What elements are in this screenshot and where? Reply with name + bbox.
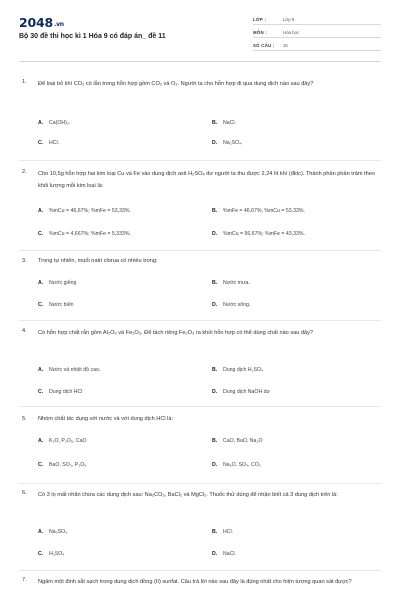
meta-label: LỚP :: [253, 17, 267, 22]
option-c[interactable]: C. %mCu = 4,667%; %mFe = 5,333%.: [38, 231, 131, 237]
meta-row-mon: [253, 27, 381, 38]
question-text: Để loại bỏ khí CO₂ có lẫn trong hỗn hợp gồm CO₂ và O₂. Người ta cho hỗn hợp đi qua dung dịch nào sau đây?: [38, 81, 314, 87]
question-separator: [19, 570, 381, 571]
question-number: 6.: [22, 490, 27, 496]
question-separator: [19, 406, 381, 407]
site-logo[interactable]: 2048.vn: [19, 15, 64, 30]
header-divider: [19, 61, 381, 62]
option-b[interactable]: B. CaO, BaO, Na₂O: [212, 438, 263, 444]
question-separator: [19, 250, 381, 251]
page-header: [0, 0, 400, 62]
option-a[interactable]: A. Na₂SO₄: [38, 529, 68, 535]
option-b[interactable]: B. Nước mưa.: [212, 280, 250, 286]
option-d[interactable]: D. Nước sông.: [212, 302, 251, 308]
option-c[interactable]: C. Nước biển: [38, 302, 74, 308]
option-a[interactable]: A. Nước và nhiệt độ cao.: [38, 367, 101, 373]
option-d[interactable]: D. Dung dịch NaOH dư: [212, 389, 271, 395]
question-separator: [19, 160, 381, 161]
meta-row-socau: [253, 40, 381, 51]
meta-value: 16: [283, 43, 288, 48]
question-text: Có 3 lọ mất nhãn chứa các dung dịch sau: Na₂CO₃, BaCl₂ và MgCl₂. Thuốc thử dùng để nhận biết cả 3 dung dịch trên là:: [38, 492, 338, 498]
question-number: 5.: [22, 416, 27, 422]
option-c[interactable]: C. H₂SO₄: [38, 551, 65, 557]
document-title: Bộ 30 đề thi học kì 1 Hóa 9 có đáp án_ đề 11: [19, 33, 166, 40]
option-d[interactable]: D. Na₂O, SO₃, CO₂: [212, 462, 261, 468]
option-d[interactable]: D. %mCu = 56,67%; %mFe = 43,33%.: [212, 231, 305, 237]
meta-label: MÔN :: [253, 30, 268, 35]
option-b[interactable]: B. %mFe = 46,67%; %mCu = 53,33%.: [212, 208, 305, 214]
question-number: 4.: [22, 328, 27, 334]
question-number: 1.: [22, 79, 27, 85]
option-b[interactable]: B. NaCl.: [212, 120, 236, 126]
question-text: Ngâm một đinh sắt sạch trong dung dịch đồng (II) sunfat. Câu trả lời nào sau đây là đúng nhất cho hiện tượng quan sát được?: [38, 579, 352, 585]
option-c[interactable]: C. BaO, SO₃, P₂O₅: [38, 462, 87, 468]
option-a[interactable]: A. K₂O, P₂O₅, CaO: [38, 438, 87, 444]
question-separator: [19, 320, 381, 321]
option-d[interactable]: D. Na₂SO₄.: [212, 140, 243, 146]
option-b[interactable]: B. HCl.: [212, 529, 234, 535]
question-text: Có hỗn hợp chất rắn gồm Al₂O₃ và Fe₂O₃. Để tách riêng Fe₂O₃ ra khỏi hỗn hợp có thể dùng chất nào sau đây?: [38, 330, 314, 336]
question-text: Nhóm chất tác dụng với nước và với dung dịch HCl là:: [38, 416, 174, 422]
question-separator: [19, 483, 381, 484]
question-text: Cho 10,5g hỗn hợp hai kim loại Cu và Fe vào dung dịch axit H₂SO₄ dư người ta thu được 2,24 lít khí (đktc). Thành phần phần trăm theo khối lượng mỗi kim loại là:: [38, 171, 375, 189]
question-text: Trong tự nhiên, muối natri clorua có nhiều trong:: [38, 258, 158, 264]
meta-value: Hóa học: [283, 30, 300, 35]
option-d[interactable]: D. NaCl.: [212, 551, 236, 557]
option-a[interactable]: A. Nước giếng: [38, 280, 77, 286]
option-a[interactable]: A. Ca(OH)₂.: [38, 120, 71, 126]
option-c[interactable]: C. HCl.: [38, 140, 60, 146]
question-number: 2.: [22, 169, 27, 175]
option-c[interactable]: C. Dung dịch HCl: [38, 389, 83, 395]
question-number: 7.: [22, 577, 27, 583]
option-a[interactable]: A. %mCu = 46,67%; %mFe = 53,33%.: [38, 208, 131, 214]
question-number: 3.: [22, 258, 27, 264]
option-b[interactable]: B. Dung dịch H₂SO₄: [212, 367, 264, 373]
meta-value: Lớp 9: [283, 17, 295, 22]
meta-row-lop: [253, 14, 381, 25]
meta-label: SỐ CÂU :: [253, 43, 275, 48]
